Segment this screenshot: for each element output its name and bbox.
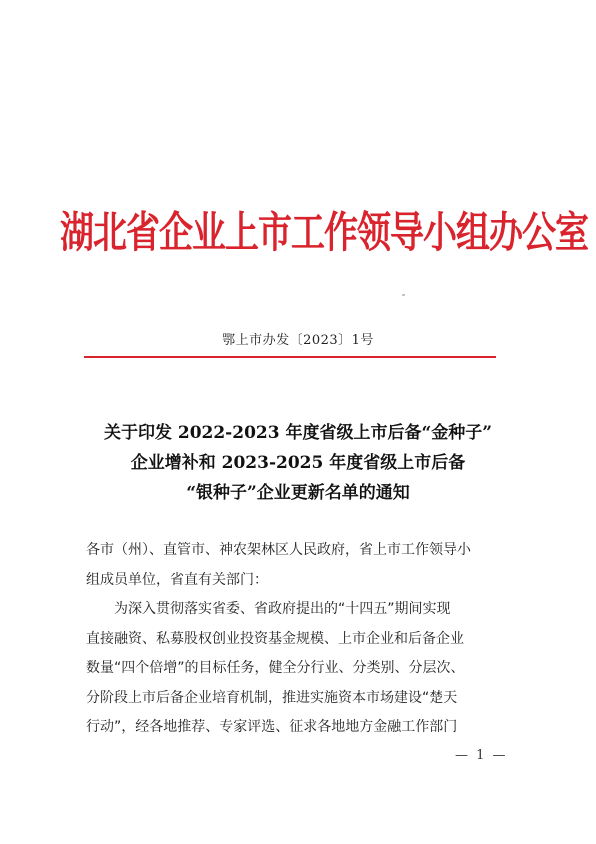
body-line: 数量“四个倍增”的目标任务，健全分行业、分类别、分层次、 bbox=[86, 660, 465, 676]
recipients-line-1: 各市（州）、直管市、神农架林区人民政府，省上市工作领导小 bbox=[86, 542, 471, 558]
document-title bbox=[60, 418, 536, 508]
body-line: 为深入贯彻落实省委、省政府提出的“十四五”期间实现 bbox=[114, 601, 451, 617]
document-number: 鄂上市办发〔2023〕1号 bbox=[222, 333, 374, 348]
title-line-1: 关于印发 2022-2023 年度省级上市后备“金种子” bbox=[103, 423, 493, 443]
body-line: 分阶段上市后备企业培育机制，推进实施资本市场建设“楚天 bbox=[86, 689, 458, 706]
scan-speck bbox=[402, 294, 405, 296]
title-line-2: 企业增补和 2023-2025 年度省级上市后备 bbox=[130, 453, 466, 473]
body-line: 行动”，经各地推荐、专家评选、征求各地地方金融工作部门 bbox=[86, 719, 458, 735]
recipients-line-2: 组成员单位，省直有关部门： bbox=[86, 572, 268, 588]
title-line-3: “银种子”企业更新名单的通知 bbox=[186, 483, 410, 503]
page-number: — 1 — bbox=[455, 748, 508, 763]
body-paragraph bbox=[86, 595, 516, 743]
red-separator-line bbox=[84, 356, 496, 358]
letterhead-issuer: 湖北省企业上市工作领导小组办公室 bbox=[60, 208, 588, 258]
recipients bbox=[86, 535, 516, 595]
body-line: 直接融资、私募股权创业投资基金规模、上市企业和后备企业 bbox=[86, 630, 464, 647]
